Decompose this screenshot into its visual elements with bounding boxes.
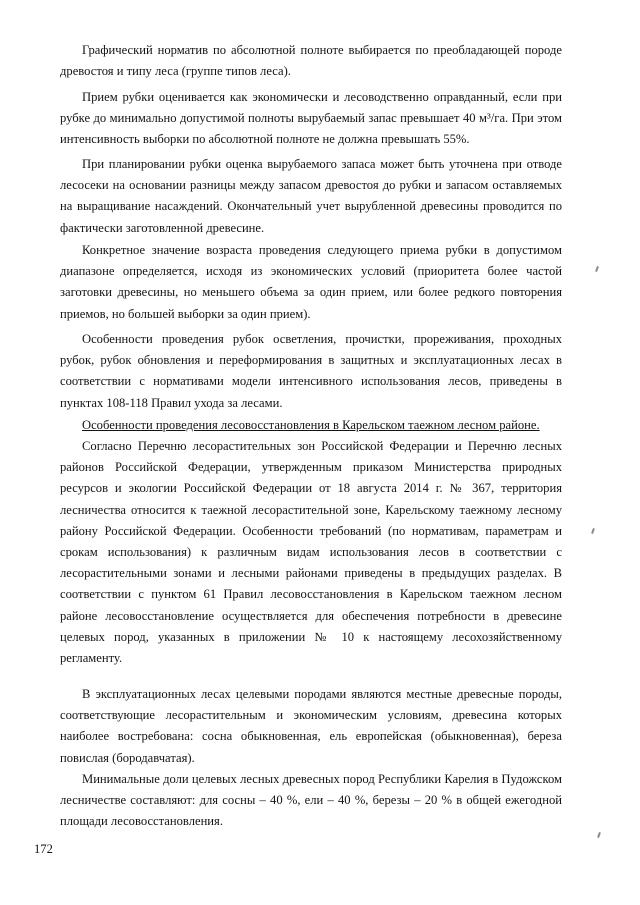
section-heading: Особенности проведения лесовосстановления в Карельском таежном лесном районе. xyxy=(82,418,540,432)
paragraph-planning: При планировании рубки оценка вырубаемого запаса может быть уточнена при отводе лесосеки на основании разницы между запасом древостоя до рубки и запасом оставляемых на выращивание насаждений. Окончательный учет вырубленной древесины проводится по фактически заготовленной древесине. xyxy=(60,157,562,235)
scan-speck xyxy=(597,832,601,838)
paragraph-thinning-features: Особенности проведения рубок осветления, прочистки, прореживания, проходных рубок, рубок обновления и переформирования в защитных и эксплуатационных лесах в соответствии с нормативами модели интенсивного использования лесов, приведены в пунктах 108-118 Правил ухода за лесами. xyxy=(60,332,562,410)
page-number: 172 xyxy=(34,842,53,856)
paragraph-target-species: В эксплуатационных лесах целевыми породами являются местные древесные породы, соответствующие лесорастительным и экономическим условиям, древесина которых наиболее востребована: сосна обыкновенная, ель европейская (обыкновенная), береза повислая (бородавчатая). xyxy=(60,687,562,765)
paragraph-graphic-norm: Графический норматив по абсолютной полноте выбирается по преобладающей породе древостоя и типу леса (группе типов леса). xyxy=(60,43,562,79)
scan-speck xyxy=(595,266,599,272)
scan-speck xyxy=(591,528,595,534)
paragraph-forest-zones: Согласно Перечню лесорастительных зон Российской Федерации и Перечню лесных районов Российской Федерации, утвержденным приказом Министерства природных ресурсов и экологии Российской Федерации от 18 августа 2014 г. № 367, территория лесничества относится к таежной лесорастительной зоне, Карельскому таежному лесному району Российской Федерации. Особенности требований (по нормативам, параметрам и срокам использования) к различным видам использования лесов в соответствии с лесорастительными зонами и лесными районами приведены в предыдущих разделах. В соответствии с пунктом 61 Правил лесовосстановления в Карельском таежном лесном районе лесовосстановление осуществляется для обеспечения потребности в древесине целевых пород, указанных в приложении № 10 к настоящему лесохозяйственному регламенту. xyxy=(60,439,562,666)
paragraph-minimum-shares: Минимальные доли целевых лесных древесных пород Республики Карелия в Пудожском лесничестве составляют: для сосны – 40 %, ели – 40 %, березы – 20 % в общей ежегодной площади лесовосстановления. xyxy=(60,772,562,829)
paragraph-age-value: Конкретное значение возраста проведения следующего приема рубки в допустимом диапазоне определяется, исходя из экономических условий (приоритета более частой заготовки древесины, но меньшего объема за один прием, или более редкого повторения приемов, но большей выборки за один прием). xyxy=(60,243,562,321)
paragraph-cutting-method: Прием рубки оценивается как экономически и лесоводственно оправданный, если при рубке до минимально допустимой полноты вырубаемый запас превышает 40 м³/га. При этом интенсивность выборки по абсолютной полноте не должна превышать 55%. xyxy=(60,90,562,147)
